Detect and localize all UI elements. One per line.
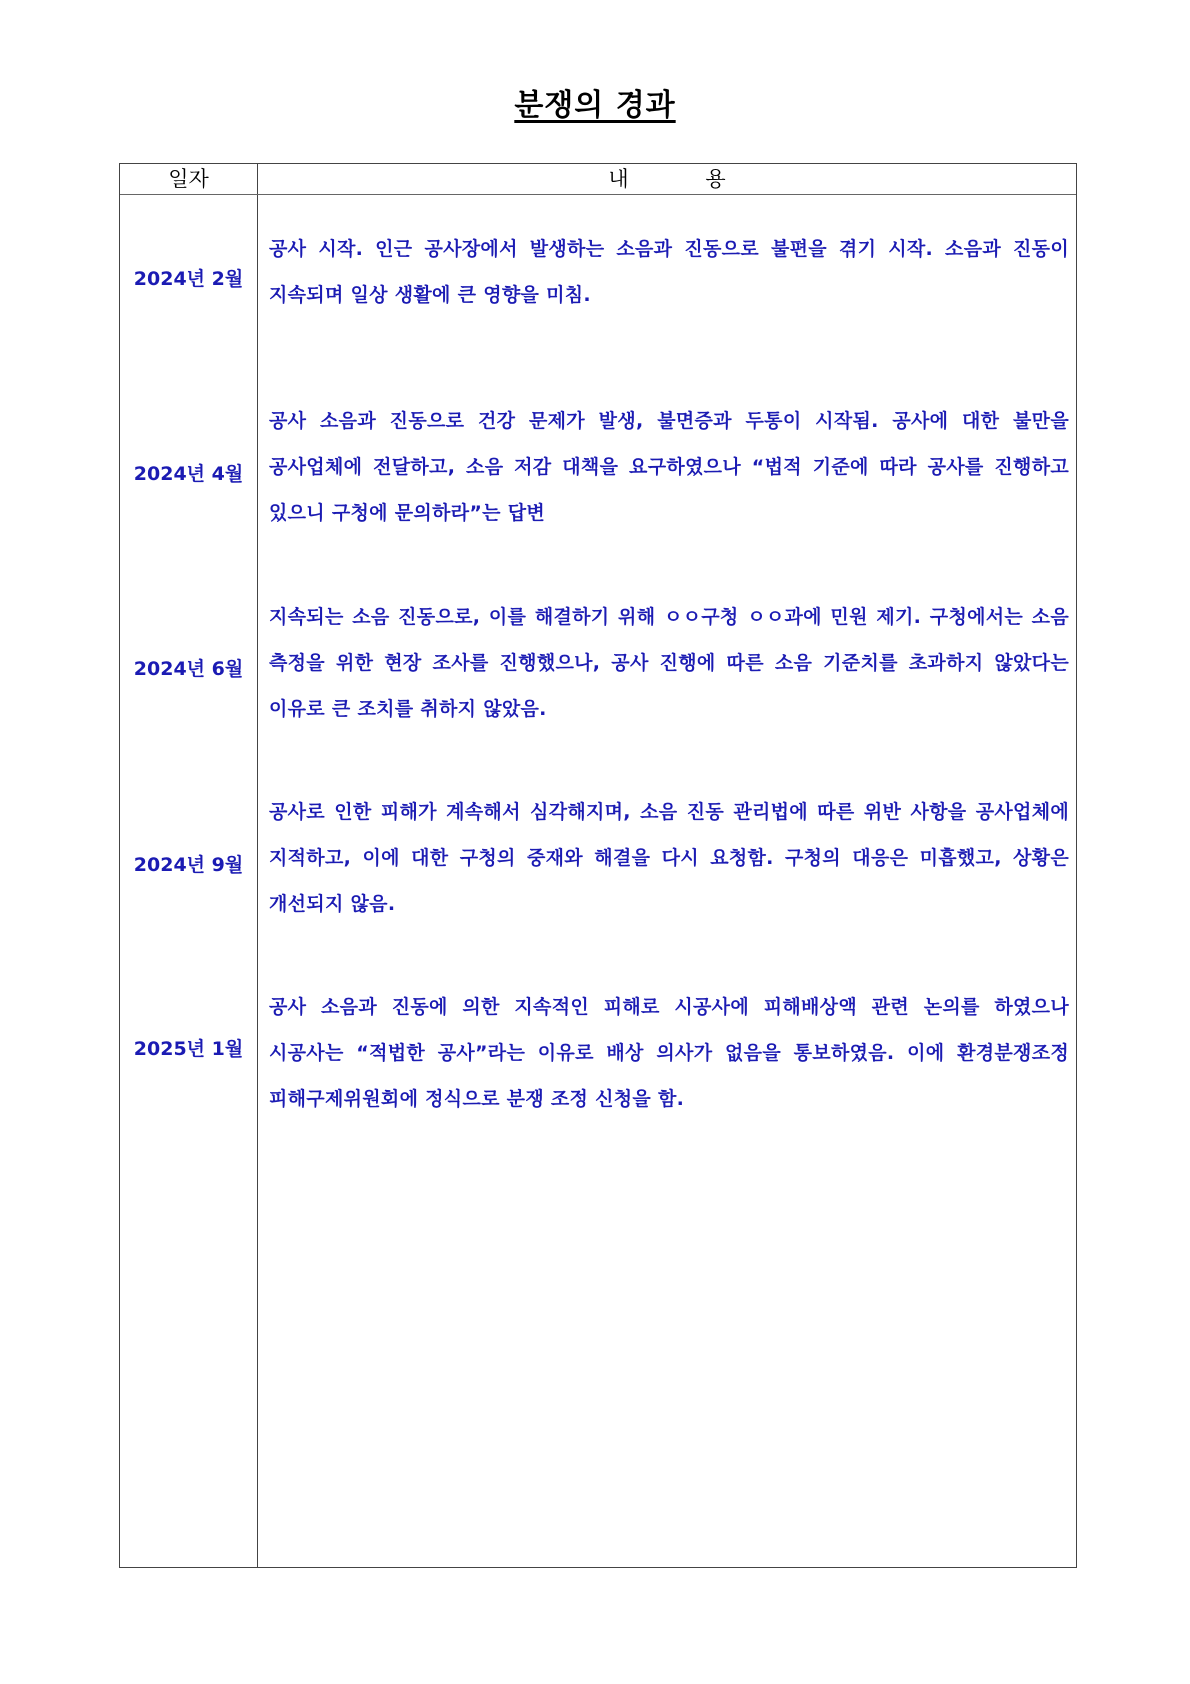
column-divider [257, 164, 258, 1567]
entry-date: 2024년 2월 [133, 268, 244, 290]
header-content: 내 용 [608, 167, 726, 191]
entry-date: 2024년 4월 [133, 463, 244, 485]
entry-text: 공사로 인한 피해가 계속해서 심각해지며, 소음 진동 관리법에 따른 위반 사항을 공사업체에 지적하고, 이에 대한 구청의 중재와 해결을 다시 요청함. 구청의 대응은 미흡했고, 상황은 개선되지 않음. [269, 801, 1069, 915]
entry-text: 공사 소음과 진동에 의한 지속적인 피해로 시공사에 피해배상액 관련 논의를 하였으나 시공사는 “적법한 공사”라는 이유로 배상 의사가 없음을 통보하였음. 이에 환경분쟁조정 피해구제위원회에 정식으로 분쟁 조정 신청을 함. [269, 996, 1069, 1110]
table-header-row [120, 164, 1076, 195]
document-title [0, 80, 1190, 124]
timeline-table [119, 163, 1077, 1568]
entry-text: 공사 시작. 인근 공사장에서 발생하는 소음과 진동으로 불편을 겪기 시작. 소음과 진동이 지속되며 일상 생활에 큰 영향을 미침. [269, 238, 1069, 306]
entry-date: 2024년 6월 [133, 658, 244, 680]
document-title-text: 분쟁의 경과 [514, 88, 676, 123]
header-date: 일자 [168, 167, 209, 191]
entry-text: 공사 소음과 진동으로 건강 문제가 발생, 불면증과 두통이 시작됨. 공사에 대한 불만을 공사업체에 전달하고, 소음 저감 대책을 요구하였으나 “법적 기준에 따라 공사를 진행하고 있으니 구청에 문의하라”는 답변 [269, 410, 1069, 524]
entry-date: 2024년 9월 [133, 854, 244, 876]
entry-date: 2025년 1월 [133, 1038, 244, 1060]
entry-text: 지속되는 소음 진동으로, 이를 해결하기 위해 ㅇㅇ구청 ㅇㅇ과에 민원 제기. 구청에서는 소음 측정을 위한 현장 조사를 진행했으나, 공사 진행에 따른 소음 기준치를 초과하지 않았다는 이유로 큰 조치를 취하지 않았음. [269, 606, 1069, 720]
